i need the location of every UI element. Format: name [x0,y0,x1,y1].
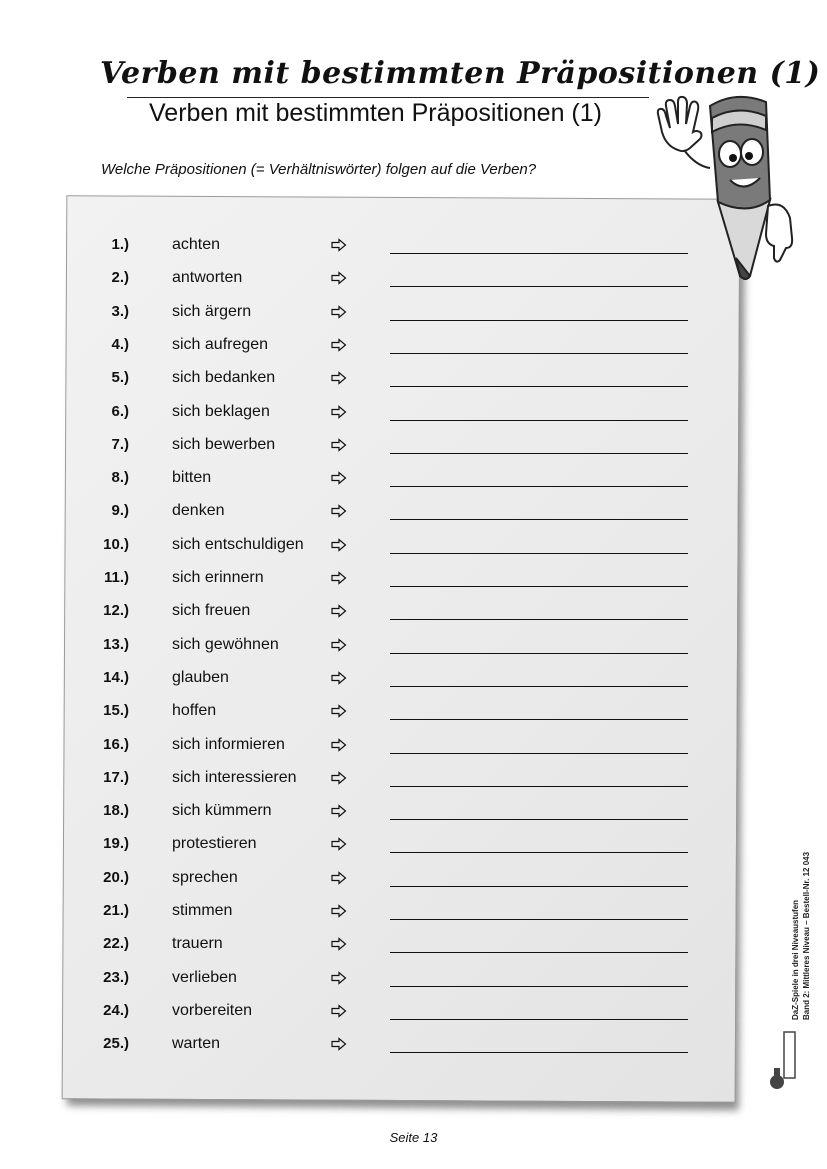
right-arrow-icon [331,604,347,618]
list-item [0,334,827,356]
list-item [0,933,827,955]
list-item [0,567,827,589]
item-number: 17.) [103,768,129,786]
verb-text: sich beklagen [172,402,270,420]
kohl-verlag-logo-icon [768,1030,796,1092]
list-item [0,967,827,989]
right-arrow-icon [331,538,347,552]
item-number: 21.) [103,902,129,919]
right-arrow-icon [331,471,347,485]
right-arrow-icon [331,371,347,385]
item-number: 1.) [111,236,129,253]
right-arrow-icon [331,1004,347,1018]
right-arrow-icon [331,904,347,918]
list-item [0,800,827,822]
verb-text: glauben [172,668,229,686]
list-item [0,234,827,256]
answer-line[interactable] [390,1019,688,1020]
answer-line[interactable] [390,653,688,654]
item-number: 5.) [111,369,129,387]
verb-text: bitten [172,469,212,487]
list-item [0,900,827,922]
list-item [0,867,827,889]
right-arrow-icon [331,405,347,419]
verb-text: sich freuen [172,602,251,620]
right-arrow-icon [331,738,347,752]
item-number: 20.) [103,868,129,886]
list-item [0,467,827,489]
instruction-text: Welche Präpositionen (= Verhältniswörter) folgen auf die Verben? [101,161,537,178]
volume-info: Band 2: Mittleres Niveau – Bestell-Nr. 12 043 [802,851,811,1020]
series-title: DaZ-Spiele in drei Niveaustufen [791,899,800,1020]
item-number: 3.) [111,302,129,320]
answer-line[interactable] [390,453,688,454]
list-item [0,667,827,689]
verb-text: antworten [172,269,243,287]
right-arrow-icon [331,704,347,718]
verb-text: sprechen [172,868,238,886]
right-arrow-icon [331,837,347,851]
list-item [0,500,827,522]
answer-line[interactable] [390,286,688,287]
item-number: 8.) [111,469,129,487]
item-number: 19.) [103,835,129,853]
list-item [0,301,827,323]
verb-text: achten [172,236,221,253]
item-number: 25.) [103,1035,129,1053]
answer-line[interactable] [390,719,688,720]
answer-line[interactable] [390,1052,688,1053]
verb-text: trauern [172,935,223,953]
list-item [0,401,827,423]
item-number: 14.) [103,668,129,686]
right-arrow-icon [331,638,347,652]
item-number: 15.) [103,702,129,720]
verb-text: verlieben [172,968,237,986]
answer-line[interactable] [390,253,688,254]
answer-line[interactable] [390,919,688,920]
answer-line[interactable] [390,852,688,853]
publication-info [790,852,812,1020]
answer-line[interactable] [390,686,688,687]
right-arrow-icon [331,771,347,785]
list-item [0,267,827,289]
list-item [0,833,827,855]
list-item [0,734,827,756]
answer-line[interactable] [390,420,688,421]
answer-line[interactable] [390,619,688,620]
answer-line[interactable] [390,553,688,554]
item-number: 12.) [103,602,129,620]
item-number: 23.) [103,968,129,986]
item-number: 22.) [103,935,129,953]
right-arrow-icon [331,571,347,585]
right-arrow-icon [331,305,347,319]
answer-line[interactable] [390,353,688,354]
item-number: 4.) [111,335,129,353]
right-arrow-icon [331,671,347,685]
verb-text: sich aufregen [172,335,269,353]
verb-text: sich gewöhnen [172,635,279,653]
verb-text: stimmen [172,902,233,919]
list-item [0,600,827,622]
verb-text: sich entschuldigen [172,535,304,553]
list-item [0,367,827,389]
answer-line[interactable] [390,819,688,820]
right-arrow-icon [331,504,347,518]
item-number: 7.) [111,435,129,453]
answer-line[interactable] [390,320,688,321]
verb-text: sich kümmern [172,802,272,820]
list-item [0,534,827,556]
answer-line[interactable] [390,586,688,587]
answer-line[interactable] [390,886,688,887]
answer-line[interactable] [390,786,688,787]
right-arrow-icon [331,238,347,252]
right-arrow-icon [331,871,347,885]
right-arrow-icon [331,438,347,452]
verb-text: sich interessieren [172,768,297,786]
verb-text: sich ärgern [172,302,252,320]
answer-line[interactable] [390,753,688,754]
page-number: Seite 13 [389,1130,438,1145]
item-number: 18.) [103,802,129,820]
list-item [0,634,827,656]
item-number: 10.) [103,535,129,553]
list-item [0,1000,827,1022]
item-number: 16.) [103,735,129,753]
verb-text: sich bedanken [172,369,276,387]
verb-text: warten [172,1035,221,1053]
item-number: 9.) [111,502,129,520]
right-arrow-icon [331,937,347,951]
answer-line[interactable] [390,519,688,520]
item-number: 2.) [111,269,129,287]
list-item [0,1033,827,1055]
item-number: 11.) [103,569,129,586]
list-item [0,700,827,722]
right-arrow-icon [331,971,347,985]
answer-line[interactable] [390,386,688,387]
page-title: Verben mit bestimmten Präpositionen (1) [149,99,602,127]
right-arrow-icon [331,338,347,352]
right-arrow-icon [331,804,347,818]
verb-text: vorbereiten [172,1001,253,1019]
item-number: 13.) [103,635,129,653]
verb-text: protestieren [172,835,257,853]
right-arrow-icon [331,1037,347,1051]
answer-line[interactable] [390,486,688,487]
title-divider [127,97,649,98]
item-number: 24.) [103,1001,129,1019]
right-arrow-icon [331,271,347,285]
list-item [0,767,827,789]
answer-line[interactable] [390,986,688,987]
verb-text: denken [172,502,225,520]
verb-text: sich erinnern [172,569,264,586]
verb-text: sich informieren [172,735,285,753]
verb-text: hoffen [172,702,217,720]
verb-text: sich bewerben [172,435,276,453]
page-title-script: Verben mit bestimmten Präpositionen (1) [100,56,821,91]
item-number: 6.) [111,402,129,420]
answer-line[interactable] [390,952,688,953]
list-item [0,434,827,456]
